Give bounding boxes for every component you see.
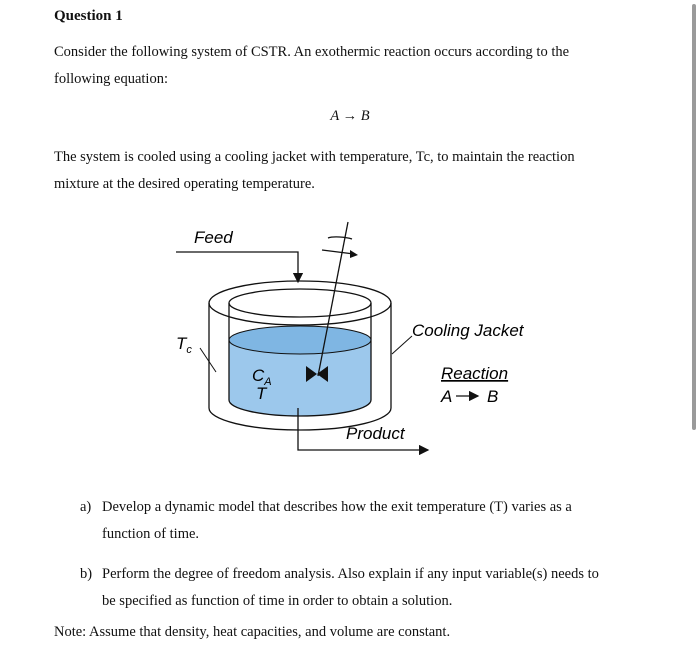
part-b	[80, 561, 650, 615]
feed-label: Feed	[194, 228, 233, 247]
part-a	[80, 494, 650, 548]
cooling-line-1: The system is cooled using a cooling jacket with temperature, Tc, to maintain the reaction	[54, 149, 575, 165]
question-title: Question 1	[54, 8, 123, 24]
reaction-equation: A → B	[330, 108, 370, 124]
intro-line-1: Consider the following system of CSTR. An exothermic reaction occurs according to the	[54, 44, 570, 60]
reaction-label: Reaction	[441, 364, 509, 383]
scrollbar[interactable]	[692, 4, 696, 430]
part-b-line-2: be specified as function of time in order to obtain a solution.	[102, 593, 453, 609]
reactor-liquid-surface	[229, 326, 371, 354]
feed-pipe	[176, 252, 298, 282]
part-a-line-2: function of time.	[102, 526, 200, 542]
cooling-jacket-leader	[392, 336, 412, 354]
part-a-line-1: Develop a dynamic model that describes how the exit temperature (T) varies as a	[102, 499, 572, 515]
tc-label: $T_c$	[176, 334, 192, 356]
cooling-line-2: mixture at the desired operating temperature.	[54, 176, 315, 192]
tc-leader	[200, 348, 216, 372]
ca-label: $C_A$	[252, 366, 272, 388]
t-label: T	[256, 384, 267, 403]
reactor-inner-rim	[229, 289, 371, 317]
intro-line-2: following equation:	[54, 71, 168, 87]
jacket-outer-rim	[209, 281, 391, 325]
note-text: Note: Assume that density, heat capacities, and volume are constant.	[54, 624, 451, 640]
part-a-label: a)	[80, 499, 92, 515]
product-label: Product	[346, 424, 405, 443]
motor-symbol	[328, 237, 352, 239]
reaction-eq-a: A	[441, 387, 453, 406]
part-b-line-1: Perform the degree of freedom analysis. Also explain if any input variable(s) needs to	[102, 566, 599, 582]
cooling-jacket-label: Cooling Jacket	[412, 321, 524, 340]
part-b-label: b)	[80, 566, 93, 582]
reaction-eq-b: B	[487, 387, 499, 406]
